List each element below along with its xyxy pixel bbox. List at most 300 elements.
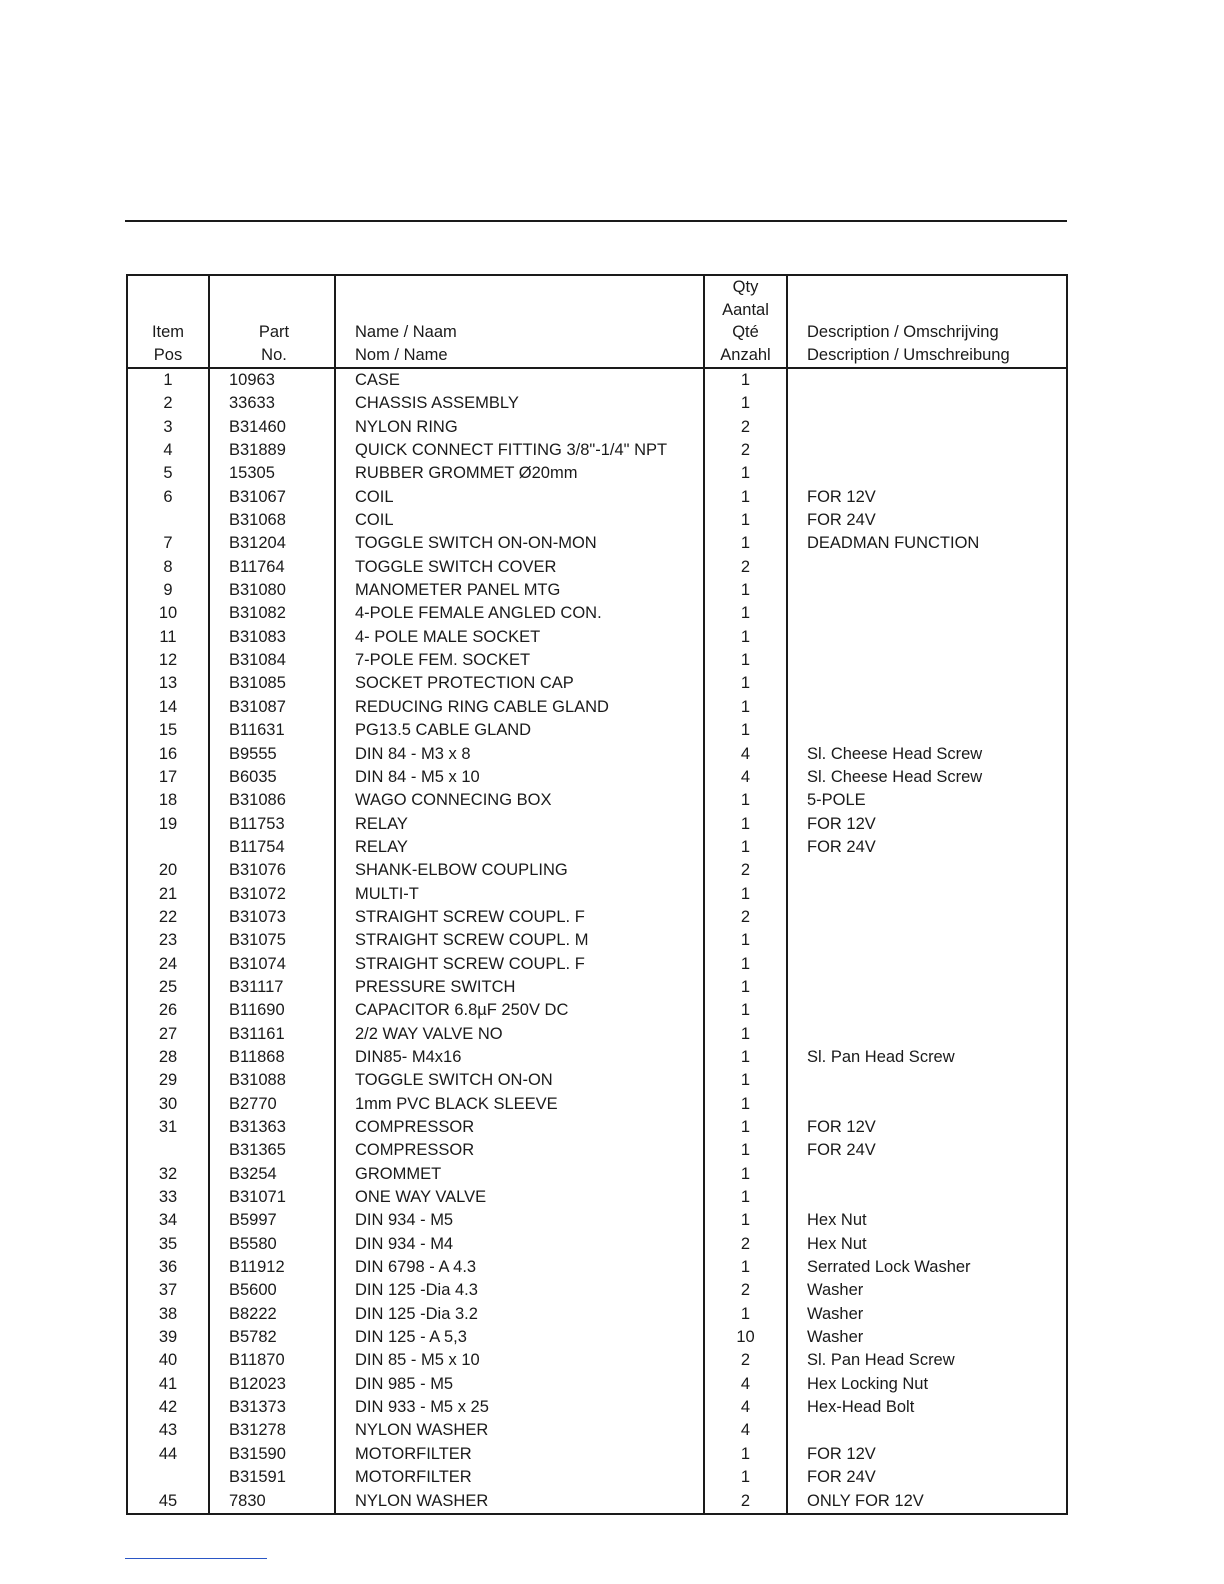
cell-item-pos: 11 [159, 627, 177, 646]
cell-qty: 1 [704, 1443, 787, 1466]
cell-description: 5-POLE [787, 789, 1067, 812]
cell-description: Sl. Cheese Head Screw [787, 766, 1067, 789]
table-row [127, 439, 1067, 462]
cell-part-no: B31365 [209, 1139, 335, 1162]
cell-description: Hex Nut [787, 1233, 1067, 1256]
cell-name: REDUCING RING CABLE GLAND [335, 696, 704, 719]
cell-name: RUBBER GROMMET Ø20mm [335, 462, 704, 485]
cell-name: STRAIGHT SCREW COUPL. M [335, 929, 704, 952]
cell-part-no: B31088 [209, 1069, 335, 1092]
cell-description [787, 859, 1067, 882]
cell-qty: 1 [704, 719, 787, 742]
cell-qty: 1 [704, 1303, 787, 1326]
table-row [127, 929, 1067, 952]
table-row [127, 1443, 1067, 1466]
cell-part-no: B31083 [209, 626, 335, 649]
cell-qty: 2 [704, 906, 787, 929]
cell-name: 2/2 WAY VALVE NO [335, 1023, 704, 1046]
table-row [127, 906, 1067, 929]
cell-item-pos: 39 [158, 1328, 178, 1347]
cell-part-no: B5600 [209, 1279, 335, 1302]
cell-item-pos: 26 [158, 1001, 178, 1020]
table-row [127, 626, 1067, 649]
cell-qty: 1 [704, 999, 787, 1022]
cell-description [787, 672, 1067, 695]
parts-list-table [126, 274, 1068, 1515]
cell-description [787, 719, 1067, 742]
cell-qty: 2 [704, 439, 787, 462]
cell-description: FOR 12V [787, 1443, 1067, 1466]
cell-part-no: B5580 [209, 1233, 335, 1256]
cell-description [787, 649, 1067, 672]
cell-description: Sl. Pan Head Screw [787, 1046, 1067, 1069]
cell-qty: 2 [704, 1490, 787, 1514]
cell-item-pos: 7 [163, 534, 173, 553]
cell-qty: 1 [704, 1093, 787, 1116]
cell-name: STRAIGHT SCREW COUPL. F [335, 953, 704, 976]
cell-name: DIN 84 - M3 x 8 [335, 743, 704, 766]
cell-name: 4- POLE MALE SOCKET [335, 626, 704, 649]
table-row [127, 813, 1067, 836]
cell-part-no: B11764 [209, 556, 335, 579]
cell-name: WAGO CONNECING BOX [335, 789, 704, 812]
cell-description: FOR 24V [787, 1466, 1067, 1489]
cell-part-no: B12023 [209, 1373, 335, 1396]
table-row [127, 416, 1067, 439]
cell-description: FOR 24V [787, 509, 1067, 532]
cell-qty: 1 [704, 1116, 787, 1139]
cell-name: DIN 934 - M5 [335, 1209, 704, 1232]
cell-description [787, 1023, 1067, 1046]
cell-item-pos: 9 [163, 581, 173, 600]
cell-name: MANOMETER PANEL MTG [335, 579, 704, 602]
table-row [127, 1139, 1067, 1162]
cell-part-no: B6035 [209, 766, 335, 789]
cell-item-pos: 30 [158, 1094, 178, 1113]
table-row [127, 1069, 1067, 1092]
cell-name: PRESSURE SWITCH [335, 976, 704, 999]
cell-description: FOR 12V [787, 1116, 1067, 1139]
cell-description: Serrated Lock Washer [787, 1256, 1067, 1279]
cell-item-pos: 10 [158, 604, 178, 623]
cell-qty: 1 [704, 462, 787, 485]
cell-part-no: B31590 [209, 1443, 335, 1466]
cell-item-pos: 4 [163, 441, 173, 460]
cell-description: DEADMAN FUNCTION [787, 532, 1067, 555]
table-row [127, 1163, 1067, 1186]
cell-part-no: B31591 [209, 1466, 335, 1489]
cell-description [787, 416, 1067, 439]
cell-part-no: B11868 [209, 1046, 335, 1069]
cell-description [787, 1163, 1067, 1186]
cell-part-no: 10963 [209, 368, 335, 392]
table-row [127, 462, 1067, 485]
cell-item-pos [127, 1466, 209, 1489]
cell-qty: 4 [704, 743, 787, 766]
cell-qty: 1 [704, 1139, 787, 1162]
cell-part-no: B5997 [209, 1209, 335, 1232]
table-row [127, 1373, 1067, 1396]
cell-part-no: B31889 [209, 439, 335, 462]
cell-item-pos: 20 [158, 861, 178, 880]
table-row [127, 1093, 1067, 1116]
cell-part-no: 7830 [209, 1490, 335, 1514]
cell-item-pos: 34 [158, 1211, 178, 1230]
cell-qty: 1 [704, 953, 787, 976]
cell-description: Sl. Cheese Head Screw [787, 743, 1067, 766]
cell-qty: 10 [704, 1326, 787, 1349]
cell-qty: 1 [704, 392, 787, 415]
cell-part-no: B3254 [209, 1163, 335, 1186]
cell-description [787, 1069, 1067, 1092]
table-row [127, 1490, 1067, 1514]
cell-item-pos: 35 [158, 1234, 178, 1253]
cell-qty: 1 [704, 672, 787, 695]
cell-description: FOR 12V [787, 813, 1067, 836]
cell-qty: 1 [704, 813, 787, 836]
cell-name: SHANK-ELBOW COUPLING [335, 859, 704, 882]
cell-description [787, 392, 1067, 415]
cell-item-pos: 1 [163, 371, 173, 389]
cell-part-no: B2770 [209, 1093, 335, 1116]
cell-part-no: B31072 [209, 883, 335, 906]
header-part-no: Part No. [209, 275, 335, 368]
cell-name: CHASSIS ASSEMBLY [335, 392, 704, 415]
cell-part-no: B31204 [209, 532, 335, 555]
cell-qty: 4 [704, 766, 787, 789]
table-row [127, 1349, 1067, 1372]
table-row [127, 1396, 1067, 1419]
cell-description [787, 462, 1067, 485]
cell-part-no: B8222 [209, 1303, 335, 1326]
table-row [127, 556, 1067, 579]
cell-qty: 1 [704, 579, 787, 602]
cell-description: Sl. Pan Head Screw [787, 1349, 1067, 1372]
cell-qty: 2 [704, 1279, 787, 1302]
table-row [127, 1326, 1067, 1349]
cell-description [787, 976, 1067, 999]
cell-item-pos: 18 [158, 791, 178, 810]
cell-name: RELAY [335, 836, 704, 859]
cell-description: Washer [787, 1303, 1067, 1326]
table-row [127, 602, 1067, 625]
cell-part-no: B11912 [209, 1256, 335, 1279]
cell-item-pos: 38 [158, 1304, 178, 1323]
cell-description [787, 696, 1067, 719]
cell-name: 4-POLE FEMALE ANGLED CON. [335, 602, 704, 625]
top-horizontal-rule [125, 220, 1067, 222]
table-row [127, 1209, 1067, 1232]
cell-name: RELAY [335, 813, 704, 836]
table-row [127, 1233, 1067, 1256]
cell-description [787, 602, 1067, 625]
cell-item-pos: 6 [163, 487, 173, 506]
table-row [127, 696, 1067, 719]
table-row [127, 743, 1067, 766]
cell-item-pos: 15 [158, 721, 178, 740]
cell-part-no: B31071 [209, 1186, 335, 1209]
cell-qty: 1 [704, 1023, 787, 1046]
cell-item-pos: 3 [163, 417, 173, 436]
cell-qty: 2 [704, 859, 787, 882]
cell-item-pos: 33 [158, 1188, 178, 1207]
table-row [127, 1023, 1067, 1046]
cell-item-pos: 22 [158, 907, 178, 926]
cell-qty: 1 [704, 368, 787, 392]
cell-description [787, 906, 1067, 929]
cell-name: ONE WAY VALVE [335, 1186, 704, 1209]
cell-description [787, 1093, 1067, 1116]
cell-part-no: B31084 [209, 649, 335, 672]
cell-description [787, 439, 1067, 462]
cell-part-no: B11754 [209, 836, 335, 859]
cell-name: NYLON WASHER [335, 1419, 704, 1442]
cell-name: TOGGLE SWITCH ON-ON-MON [335, 532, 704, 555]
cell-item-pos: 5 [163, 464, 173, 483]
table-row [127, 1116, 1067, 1139]
cell-name: 1mm PVC BLACK SLEEVE [335, 1093, 704, 1116]
cell-part-no: 15305 [209, 462, 335, 485]
table-row [127, 1256, 1067, 1279]
table-row [127, 509, 1067, 532]
cell-part-no: B31278 [209, 1419, 335, 1442]
cell-item-pos: 40 [158, 1351, 178, 1370]
cell-item-pos [127, 836, 209, 859]
table-row [127, 649, 1067, 672]
cell-description [787, 999, 1067, 1022]
cell-part-no: B31074 [209, 953, 335, 976]
table-row [127, 392, 1067, 415]
cell-qty: 1 [704, 883, 787, 906]
cell-description: Hex-Head Bolt [787, 1396, 1067, 1419]
cell-name: MOTORFILTER [335, 1466, 704, 1489]
table-row [127, 579, 1067, 602]
cell-qty: 2 [704, 1233, 787, 1256]
cell-qty: 1 [704, 1186, 787, 1209]
table-row [127, 836, 1067, 859]
cell-qty: 1 [704, 789, 787, 812]
table-row [127, 1466, 1067, 1489]
cell-name: COIL [335, 509, 704, 532]
cell-name: MULTI-T [335, 883, 704, 906]
cell-part-no: B11690 [209, 999, 335, 1022]
cell-qty: 1 [704, 509, 787, 532]
cell-qty: 1 [704, 976, 787, 999]
cell-qty: 1 [704, 929, 787, 952]
cell-item-pos: 44 [158, 1444, 178, 1463]
cell-qty: 1 [704, 626, 787, 649]
cell-description [787, 953, 1067, 976]
cell-qty: 4 [704, 1419, 787, 1442]
cell-description: Washer [787, 1279, 1067, 1302]
cell-part-no: B31067 [209, 486, 335, 509]
cell-name: DIN 6798 - A 4.3 [335, 1256, 704, 1279]
cell-item-pos: 27 [158, 1024, 178, 1043]
cell-qty: 1 [704, 1069, 787, 1092]
cell-item-pos: 23 [158, 931, 178, 950]
cell-qty: 1 [704, 649, 787, 672]
table-row [127, 486, 1067, 509]
cell-qty: 1 [704, 486, 787, 509]
cell-qty: 2 [704, 556, 787, 579]
cell-part-no: B31080 [209, 579, 335, 602]
cell-name: TOGGLE SWITCH ON-ON [335, 1069, 704, 1092]
cell-item-pos: 19 [158, 814, 178, 833]
cell-description [787, 556, 1067, 579]
cell-item-pos: 21 [158, 884, 178, 903]
table-row [127, 1279, 1067, 1302]
cell-item-pos: 13 [158, 674, 178, 693]
cell-qty: 1 [704, 602, 787, 625]
cell-item-pos: 42 [158, 1398, 178, 1417]
cell-name: DIN 125 - A 5,3 [335, 1326, 704, 1349]
cell-part-no: B11753 [209, 813, 335, 836]
cell-item-pos: 45 [158, 1491, 178, 1510]
cell-part-no: B31086 [209, 789, 335, 812]
cell-name: QUICK CONNECT FITTING 3/8"-1/4" NPT [335, 439, 704, 462]
cell-item-pos: 36 [158, 1258, 178, 1277]
cell-qty: 1 [704, 1046, 787, 1069]
cell-name: CAPACITOR 6.8µF 250V DC [335, 999, 704, 1022]
cell-description: FOR 24V [787, 836, 1067, 859]
cell-qty: 1 [704, 1466, 787, 1489]
cell-part-no: B11870 [209, 1349, 335, 1372]
cell-part-no: 33633 [209, 392, 335, 415]
table-body [127, 368, 1067, 1514]
cell-item-pos: 2 [163, 394, 173, 413]
cell-name: PG13.5 CABLE GLAND [335, 719, 704, 742]
cell-part-no: B31117 [209, 976, 335, 999]
cell-part-no: B11631 [209, 719, 335, 742]
table-row [127, 672, 1067, 695]
cell-description: Hex Nut [787, 1209, 1067, 1232]
cell-item-pos: 17 [158, 767, 178, 786]
cell-item-pos: 29 [158, 1071, 178, 1090]
cell-name: GROMMET [335, 1163, 704, 1186]
cell-qty: 1 [704, 1209, 787, 1232]
cell-name: NYLON RING [335, 416, 704, 439]
cell-part-no: B31076 [209, 859, 335, 882]
cell-part-no: B9555 [209, 743, 335, 766]
cell-description [787, 579, 1067, 602]
table-row [127, 1046, 1067, 1069]
cell-item-pos [127, 1139, 209, 1162]
table-header-row [127, 275, 1067, 368]
header-name: Name / Naam Nom / Name [335, 275, 704, 368]
cell-name: STRAIGHT SCREW COUPL. F [335, 906, 704, 929]
cell-qty: 4 [704, 1396, 787, 1419]
cell-name: DIN 933 - M5 x 25 [335, 1396, 704, 1419]
cell-description [787, 1419, 1067, 1442]
cell-qty: 1 [704, 1256, 787, 1279]
cell-name: DIN 85 - M5 x 10 [335, 1349, 704, 1372]
cell-description: ONLY FOR 12V [787, 1490, 1067, 1514]
cell-description [787, 368, 1067, 392]
cell-name: DIN 125 -Dia 4.3 [335, 1279, 704, 1302]
cell-item-pos: 25 [158, 977, 178, 996]
cell-name: DIN 934 - M4 [335, 1233, 704, 1256]
cell-part-no: B31460 [209, 416, 335, 439]
header-item-pos: Item Pos [127, 275, 209, 368]
table-row [127, 789, 1067, 812]
cell-name: DIN 125 -Dia 3.2 [335, 1303, 704, 1326]
cell-qty: 1 [704, 532, 787, 555]
cell-item-pos: 37 [158, 1281, 178, 1300]
cell-item-pos: 28 [158, 1047, 178, 1066]
cell-name: DIN 985 - M5 [335, 1373, 704, 1396]
cell-name: MOTORFILTER [335, 1443, 704, 1466]
cell-item-pos: 31 [158, 1118, 178, 1136]
header-description: Description / Omschrijving Description / Umschreibung [787, 275, 1067, 368]
cell-description: Washer [787, 1326, 1067, 1349]
cell-item-pos: 14 [158, 697, 178, 716]
cell-part-no: B31087 [209, 696, 335, 719]
cell-qty: 1 [704, 1163, 787, 1186]
cell-part-no: B31073 [209, 906, 335, 929]
cell-description: Hex Locking Nut [787, 1373, 1067, 1396]
table-row [127, 976, 1067, 999]
table-row [127, 1303, 1067, 1326]
table-row [127, 953, 1067, 976]
cell-name: DIN 84 - M5 x 10 [335, 766, 704, 789]
table-row [127, 883, 1067, 906]
table-row [127, 1419, 1067, 1442]
table-row [127, 1186, 1067, 1209]
cell-description [787, 1186, 1067, 1209]
cell-name: SOCKET PROTECTION CAP [335, 672, 704, 695]
cell-description [787, 626, 1067, 649]
cell-part-no: B31085 [209, 672, 335, 695]
header-qty: Qty Aantal Qté Anzahl [704, 275, 787, 368]
cell-qty: 4 [704, 1373, 787, 1396]
cell-item-pos: 8 [163, 557, 173, 576]
cell-name: NYLON WASHER [335, 1490, 704, 1514]
cell-item-pos: 32 [158, 1164, 178, 1183]
cell-name: COMPRESSOR [335, 1116, 704, 1139]
cell-item-pos: 16 [158, 744, 178, 763]
table-row [127, 368, 1067, 392]
cell-part-no: B31075 [209, 929, 335, 952]
cell-qty: 1 [704, 696, 787, 719]
cell-item-pos: 12 [158, 651, 178, 670]
cell-part-no: B5782 [209, 1326, 335, 1349]
table-row [127, 532, 1067, 555]
cell-name: 7-POLE FEM. SOCKET [335, 649, 704, 672]
cell-item-pos: 24 [158, 954, 178, 973]
table-row [127, 859, 1067, 882]
cell-name: DIN85- M4x16 [335, 1046, 704, 1069]
cell-name: CASE [335, 368, 704, 392]
cell-part-no: B31373 [209, 1396, 335, 1419]
cell-part-no: B31161 [209, 1023, 335, 1046]
table-header [127, 275, 1067, 368]
cell-part-no: B31082 [209, 602, 335, 625]
cell-name: TOGGLE SWITCH COVER [335, 556, 704, 579]
cell-description [787, 929, 1067, 952]
cell-description: FOR 24V [787, 1139, 1067, 1162]
table-row [127, 766, 1067, 789]
cell-qty: 2 [704, 416, 787, 439]
cell-name: COMPRESSOR [335, 1139, 704, 1162]
cell-item-pos: 43 [158, 1421, 178, 1440]
table-row [127, 999, 1067, 1022]
cell-part-no: B31068 [209, 509, 335, 532]
cell-item-pos [127, 509, 209, 532]
cell-qty: 1 [704, 836, 787, 859]
table-row [127, 719, 1067, 742]
footer-link-underline [125, 1558, 267, 1559]
cell-item-pos: 41 [158, 1374, 178, 1393]
